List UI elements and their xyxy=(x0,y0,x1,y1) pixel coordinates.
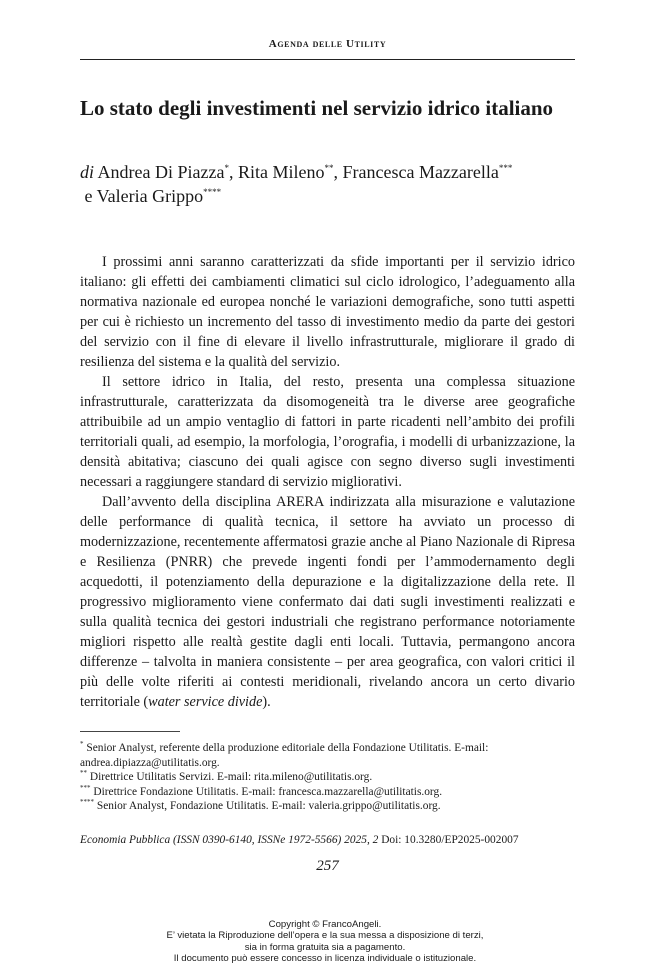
author-3: Francesca Mazzarella*** e xyxy=(80,162,513,206)
journal-info: Economia Pubblica (ISSN 0390-6140, ISSNe 1972-5566) 2025, 2 xyxy=(80,834,379,846)
footnote-2: ** Direttrice Utilitatis Servizi. E-mail: rita.mileno@utilitatis.org. xyxy=(80,769,373,783)
footnote-4: **** Senior Analyst, Fondazione Utilitatis. E-mail: valeria.grippo@utilitatis.org. xyxy=(80,798,441,812)
author-mark: * xyxy=(224,163,229,173)
paragraph-3: Dall’avvento della disciplina ARERA indirizzata alla misurazione e valutazione delle performance di qualità tecnica, il settore ha avviato un processo di modernizzazione, recentemente affermatosi grazie anche al Piano Nazionale di Ripresa e Resilienza (PNRR) che prevede ingenti fondi per l’ammodernamento degli acquedotti, il potenziamento della depurazione e la digitalizzazione della rete. Il progressivo miglioramento viene confermato dai dati sugli investimenti realizzati e sulla qualità tecnica dei gestori industriali che registrano performance notoriamente migliori rispetto alle realtà gestite dagli enti locali. Tuttavia, permangono ancora differenze – talvolta in maniera consistente – per area geografica, con valori critici il più delle volte riferiti ai contesti meridionali, rivelando ancora un certo divario territoriale (water service divide). xyxy=(80,494,575,710)
doi: Doi: 10.3280/EP2025-002007 xyxy=(381,834,519,846)
copyright-notice: Copyright © FrancoAngeli. E’ vietata la Riproduzione dell’opera e la sua messa a disposizione di terzi, sia in forma gratuita sia a pagamento. Il documento può essere concesso in licenza individuale o istituzionale. xyxy=(166,919,484,965)
author-1: Andrea Di Piazza*, xyxy=(97,162,238,182)
footnote-1: * Senior Analyst, referente della produzione editoriale della Fondazione Utilitatis. E-mail: andrea.dipiazza@utilitatis.org. xyxy=(80,740,489,769)
journal-citation xyxy=(80,833,575,848)
footnote-rule xyxy=(80,731,180,732)
author-mark: ** xyxy=(324,163,334,173)
author-4 xyxy=(97,186,221,206)
article-title: Lo stato degli investimenti nel servizio idrico italiano xyxy=(80,96,554,120)
article-body xyxy=(80,252,575,712)
author-mark: **** xyxy=(203,187,222,197)
italic-term: water service divide xyxy=(148,694,263,710)
author-mark: *** xyxy=(498,163,513,173)
author-name: Rita Mileno xyxy=(237,162,325,182)
author-name: Francesca Mazzarella xyxy=(342,162,499,182)
footnote-3: *** Direttrice Fondazione Utilitatis. E-mail: francesca.mazzarella@utilitatis.org. xyxy=(80,783,443,798)
running-header: Agenda delle Utility xyxy=(268,38,387,50)
page-number: 257 xyxy=(316,858,339,874)
header-rule xyxy=(80,59,575,60)
paragraph-1: I prossimi anni saranno caratterizzati da sfide importanti per il servizio idrico italiano: gli effetti dei cambiamenti climatici sul ciclo idrologico, l’adeguamento alla normativa nazionale ed europea nonché le variazioni demografiche, sono tutti aspetti per cui è richiesto un incremento del tasso di investimento medio da parte dei gestori del servizio con il fine di elevare il livello infrastrutturale, migliorare il grado di resilienza del sistema e la qualità del servizio. xyxy=(80,254,575,370)
byline-di: di xyxy=(80,162,95,182)
author-byline xyxy=(80,160,575,208)
footnotes xyxy=(80,741,575,814)
paragraph-2: Il settore idrico in Italia, del resto, presenta una complessa situazione infrastrutturale, caratterizzata da disomogeneità tra le diverse aree geografiche attribuibile ad un ampio ventaglio di fattori in parte ricadenti nell’ambito dei profili territoriali quali, ad esempio, la morfologia, l’orografia, i modelli di urbanizzazione, la densità abitativa; ciascuno dei quali agisce con segno diverso sugli investimenti necessari a raggiungere standard di servizio migliorativi. xyxy=(80,374,575,490)
author-name: Andrea Di Piazza xyxy=(97,162,225,182)
author-2: Rita Mileno**, xyxy=(237,162,343,182)
author-name: Valeria Grippo xyxy=(96,186,204,206)
